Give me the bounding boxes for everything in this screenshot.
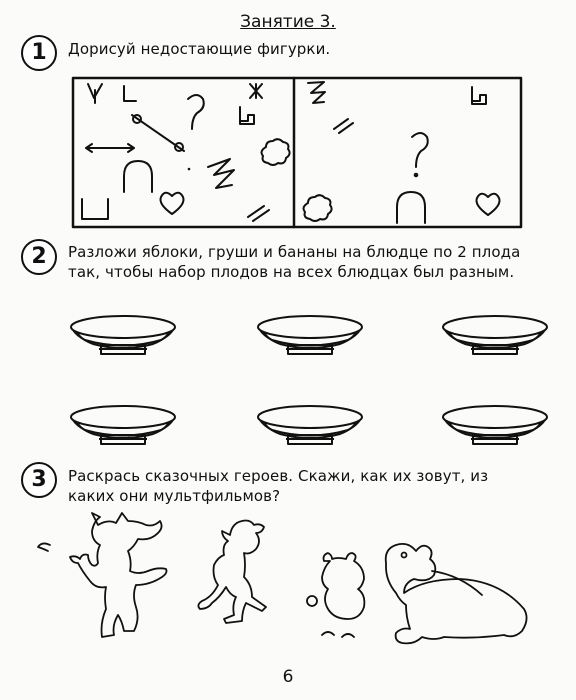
saucers-area (0, 305, 576, 455)
arch-shape-right (397, 192, 425, 223)
question-mark-right (412, 133, 428, 167)
double-slash-left (248, 206, 269, 221)
task-3-text-line-2: каких они мультфильмов? (68, 487, 281, 505)
bucket-shape-left (82, 199, 108, 219)
saucer-2 (258, 316, 362, 354)
zigzag-shape-left (208, 159, 234, 188)
double-slash-right (334, 119, 353, 133)
task-2-text-line-1: Разложи яблоки, груши и бананы на блюдце по 2 плода (68, 243, 521, 261)
characters-area (0, 505, 576, 655)
saucer-1 (71, 316, 175, 354)
task-number-2: 2 (21, 239, 57, 275)
task-number-1: 1 (21, 35, 57, 71)
question-mark-left (188, 95, 204, 129)
l-block-right (472, 87, 486, 104)
task-2-text-line-2: так, чтобы набор плодов на всех блюдцах был разным. (68, 263, 515, 281)
star-shape-left (250, 84, 262, 98)
page-number: 6 (282, 667, 294, 687)
duck-silhouette (198, 521, 266, 624)
dragon-silhouette (386, 544, 527, 644)
wolf-silhouette (70, 513, 167, 637)
task-number-3: 3 (21, 462, 57, 498)
saucer-5 (258, 406, 362, 444)
zigzag-shape-right (308, 82, 325, 103)
double-arrow-left (86, 144, 134, 152)
heart-shape-left (160, 193, 183, 214)
frame-border (73, 78, 521, 227)
cloud-shape-right (304, 195, 332, 221)
cloud-shape-left (262, 139, 290, 165)
corner-shape-left (124, 86, 136, 101)
task-3-text-line-1: Раскрась сказочных героев. Скажи, как их зовут, из (68, 467, 489, 485)
shapes-comparison-frame (72, 77, 522, 228)
heart-shape-right (476, 194, 499, 215)
saucer-4 (71, 406, 175, 444)
l-block-left (240, 107, 254, 124)
task-1-text: Дорисуй недостающие фигурки. (68, 40, 331, 58)
piglet-silhouette (322, 553, 364, 619)
saucer-3 (443, 316, 547, 354)
arch-shape-left (124, 161, 152, 192)
saucer-6 (443, 406, 547, 444)
lesson-title: Занятие 3. (240, 12, 336, 32)
